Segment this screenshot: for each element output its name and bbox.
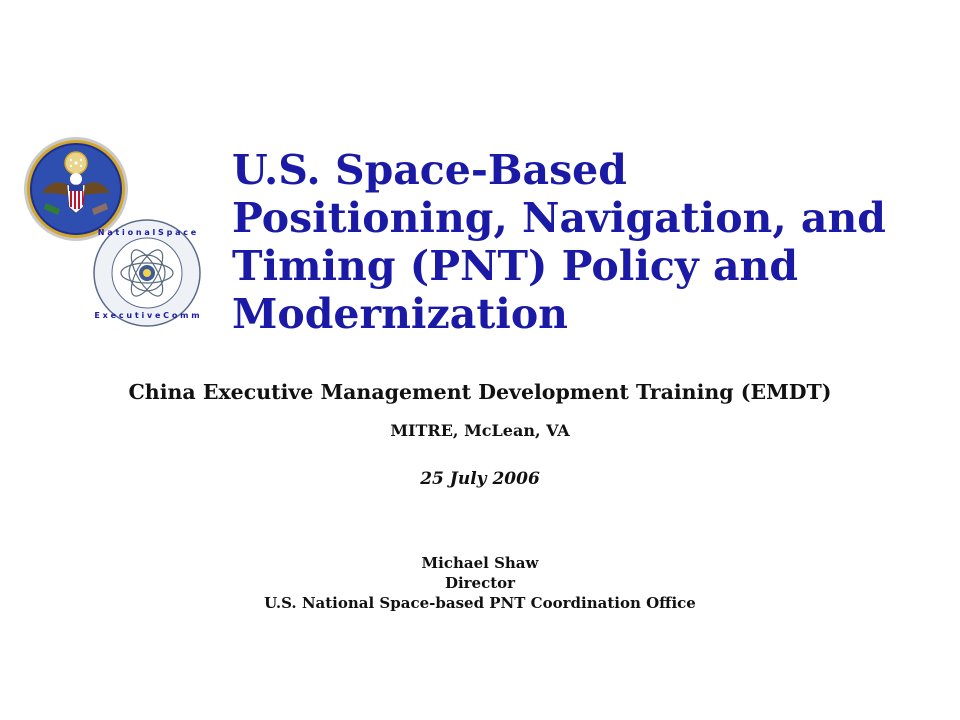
title-line: Timing (PNT) Policy and — [232, 242, 799, 290]
slide-title — [232, 146, 932, 338]
presenter-block — [0, 553, 960, 613]
svg-text:E x e c u t i v e C o m m: E x e c u t i v e C o m m — [94, 311, 200, 320]
event-name: China Executive Management Development Training (EMDT) — [128, 380, 832, 404]
event-date: 25 July 2006 — [420, 469, 540, 489]
title-line: Modernization — [232, 290, 568, 338]
event-location: MITRE, McLean, VA — [390, 421, 570, 440]
presenter-name: Michael Shaw — [421, 554, 539, 572]
title-line: Positioning, Navigation, and — [232, 194, 886, 242]
pnt-committee-globe-icon — [92, 218, 202, 328]
presenter-role: Director — [444, 574, 516, 592]
title-line: U.S. Space-Based — [232, 146, 627, 194]
presenter-organization: U.S. National Space-based PNT Coordination Office — [264, 594, 696, 612]
svg-text:N a t i o n a l S p a c e: N a t i o n a l S p a c e — [97, 228, 197, 237]
